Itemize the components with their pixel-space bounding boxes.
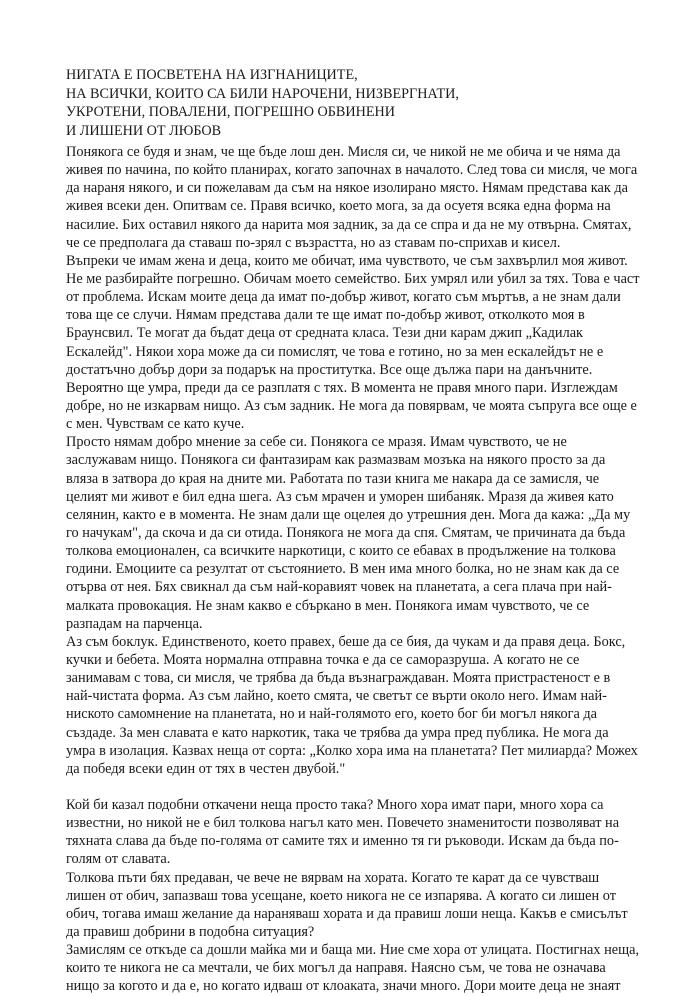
text-line: насилие. Бих оставил някого да нарита моя задник, за да се спра и да не му отвърна. Смятах,	[66, 216, 632, 233]
text-line: които те никога не са мечтали, че бих могъл да направя. Наясно съм, че това не означава	[66, 960, 606, 977]
text-line: разпадам на парченца.	[66, 615, 203, 632]
text-line: ниското самомнение на планетата, но и най-голямото его, което бог би могъл някога да	[66, 706, 597, 723]
text-line: с мен. Чувствам се като куче.	[66, 416, 245, 433]
heading-line: УКРОТЕНИ, ПОВАЛЕНИ, ПОГРЕШНО ОБВИНЕНИ	[66, 104, 396, 120]
text-line: да победя всеки един от тях в честен двубой."	[66, 760, 346, 777]
text-line: заслужавам нищо. Понякога си фантазирам как размазвам мозъка на някого просто за да	[66, 452, 606, 469]
text-line: кучки и бебета. Моята нормална отправна точка е да се саморазруша. А когато не се	[66, 651, 580, 668]
dedication-heading	[66, 66, 656, 140]
text-line: Въпреки че имам жена и деца, които ме обичат, има чувството, че съм захвърлил моя живот.	[66, 252, 628, 269]
text-line: голям от славата.	[66, 851, 171, 868]
body-text	[66, 143, 640, 996]
text-line: малката провокация. Не знам какво е сбъркано в мен. Понякога имам чувството, че се	[66, 597, 590, 614]
text-line: умра в изолация. Казвах неща от сорта: „Колко хора има на планетата? Пет милиарда? Можех	[66, 742, 638, 759]
text-line: целият ми живот е бил една шега. Аз съм мрачен и уморен шибаняк. Мразя да живея като	[66, 488, 614, 505]
text-line: от проблема. Искам моите деца да имат по-добър живот, когато съм мъртъв, а не знам дали	[66, 289, 621, 306]
text-line: Понякога се будя и знам, че ще бъде лош ден. Мисля си, че никой не ме обича и че няма да	[66, 144, 621, 160]
text-line: вляза в затвора до края на дните ми. Работата по тази книга ме накара да се замисля, че	[66, 470, 600, 487]
text-line: отърва от нея. Бях свикнал да съм най-коравият човек на планетата, а сега плача при най-	[66, 579, 612, 596]
text-line: Вероятно ще умра, преди да се разплатя с тях. В момента не правя много пари. Изглеждам	[66, 379, 618, 396]
text-line: нищо за когото и да е, но когато идваш от клоаката, значи много. Дори моите деца не знаят	[66, 978, 621, 995]
text-line: достатъчно добър дори за подарък на проститутка. Все още дължа пари на данъчните.	[66, 361, 593, 378]
text-line: Просто нямам добро мнение за себе си. Понякога се мразя. Имам чувството, че не	[66, 434, 567, 451]
text-line: това ще се случи. Нямам представа дали те ще имат по-добър живот, отколкото моя в	[66, 307, 585, 324]
text-line: добре, но не изкарвам нищо. Аз съм задник. Не мога да повярвам, че моята съпруга все още е	[66, 397, 637, 414]
text-line: живея по начина, по който планирах, когато започнах в началото. След това си мисля, че мога	[66, 162, 638, 179]
text-line: Браунсвил. Те могат да бъдат деца от средната класа. Тези дни карам джип „Кадилак	[66, 325, 583, 342]
text-line: Ескалейд". Някои хора може да си помислят, че това е готино, но за мен ескалейдът не е	[66, 343, 604, 360]
heading-line: НИГАТА Е ПОСВЕТЕНА НА ИЗГНАНИЦИТЕ,	[66, 67, 358, 83]
text-line: обич, тогава имаш желание да нараняваш хората и да правиш лоши неща. Какъв е смисълът	[66, 905, 628, 922]
heading-line: И ЛИШЕНИ ОТ ЛЮБОВ	[66, 122, 222, 139]
text-line: го начукам", да скоча и да си отида. Понякога не мога да спя. Смятам, че причината да бъда	[66, 524, 626, 541]
text-line: тяхната слава да бъде по-голяма от самите тях и именно тя ги ръководи. Искам да бъда по-	[66, 833, 619, 850]
text-line: толкова емоционален, са всичките наркотици, с които се ебавах в продължение на толкова	[66, 543, 616, 560]
text-line: създаде. За мен славата е като наркотик, така че трябва да умра пред публика. Не мога да	[66, 724, 609, 741]
text-line: да правиш добрини в подобна ситуация?	[66, 924, 315, 941]
text-line: занимавам с това, си мисля, че трябва да бъда възнаграждаван. Моята пристрастеност е в	[66, 670, 611, 687]
text-line: Толкова пъти бях предаван, че вече не вярвам на хората. Когато те карат да се чувстваш	[66, 869, 600, 886]
text-line: години. Емоциите са резултат от състоянието. В мен има много болка, но не знам как да се	[66, 561, 620, 578]
text-line: най-чистата форма. Аз съм лайно, което смята, че светът се върти около него. Имам най-	[66, 688, 607, 705]
text-line: да нараня някого, и си пожелавам да съм на някое изолирано място. Нямам представа как да	[66, 180, 628, 197]
text-line: Кой би казал подобни откачени неща просто така? Много хора имат пари, много хора са	[66, 797, 604, 814]
text-line: живея всеки ден. Опитвам се. Правя всичко, което мога, за да осуетя всяка една форма на	[66, 198, 611, 215]
text-line: известни, но никой не е бил толкова нагъл като мен. Повечето знаменитости позволяват на	[66, 815, 620, 832]
text-line: Не ме разбирайте погрешно. Обичам моето семейство. Бих умрял или убил за тях. Това е част	[66, 270, 640, 287]
text-line: лишен от обич, запазваш това усещане, което никога не се изпарява. А когато си лишен от	[66, 887, 616, 904]
text-line: селянин, както е в момента. Не знам дали ще оцелея до утрешния ден. Мога да кажа: „Да му	[66, 506, 631, 523]
text-line: Аз съм боклук. Единственото, което правех, беше да се бия, да чукам и да правя деца. Бокс,	[66, 633, 626, 650]
paragraph-gap	[66, 778, 640, 796]
heading-line: НА ВСИЧКИ, КОИТО СА БИЛИ НАРОЧЕНИ, НИЗВЕРГНАТИ,	[66, 85, 459, 102]
text-line: Замислям се откъде са дошли майка ми и баща ми. Ние сме хора от улицата. Постигнах неща,	[66, 942, 640, 959]
text-line: че се предполага да ставаш по-зрял с възрастта, но аз ставам по-сприхав и кисел.	[66, 234, 561, 251]
